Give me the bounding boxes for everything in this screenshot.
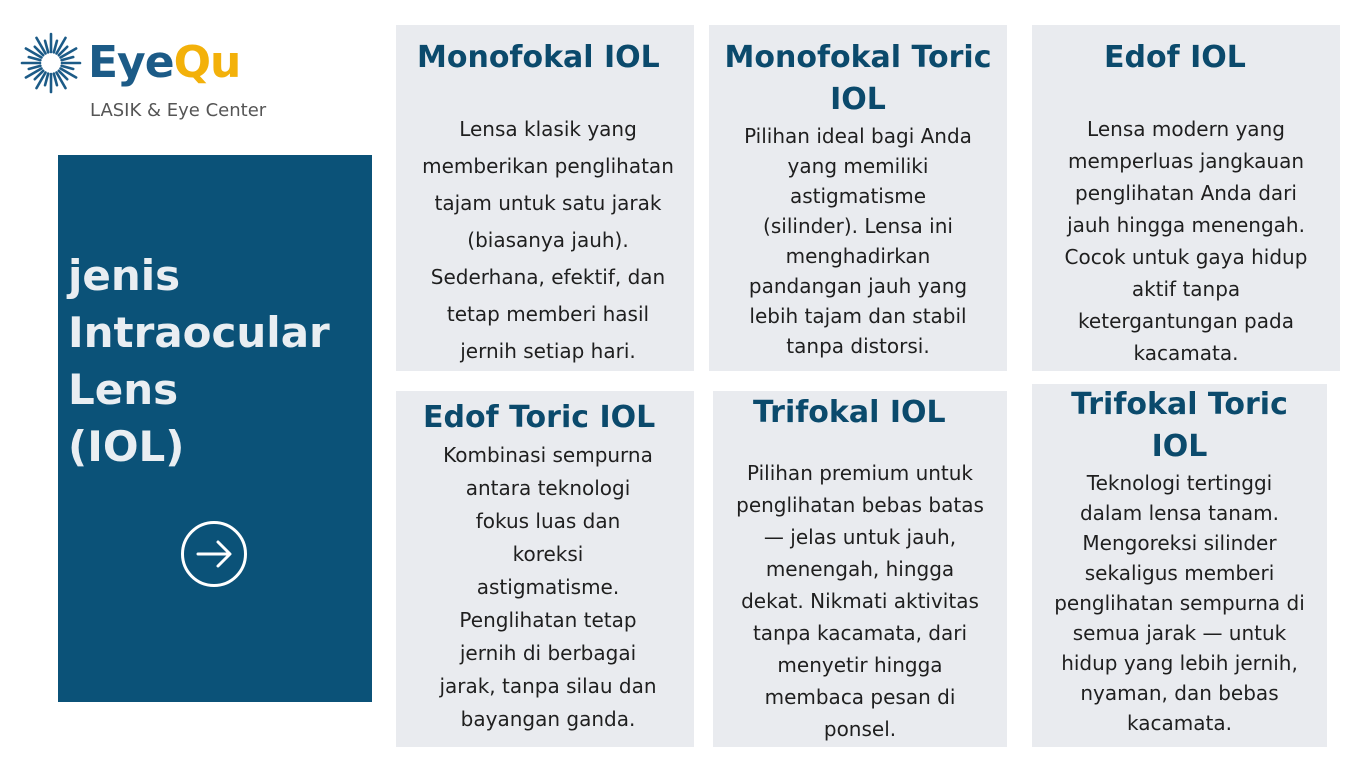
- card-description-line: dalam lensa tanam.: [1079, 501, 1280, 525]
- card-description-line: kacamata.: [1133, 341, 1239, 365]
- card-description-line: ketergantungan pada: [1078, 309, 1294, 333]
- card-description-line: Pilihan ideal bagi Anda: [744, 124, 972, 148]
- card-description-line: aktif tanpa: [1131, 277, 1241, 301]
- card-description-line: Lensa klasik yang: [459, 117, 637, 141]
- card-description-line: kacamata.: [1127, 711, 1232, 735]
- card-title-line: Trifokal Toric: [1071, 387, 1288, 422]
- card-description-line: dekat. Nikmati aktivitas: [741, 589, 979, 613]
- card-description: [396, 439, 694, 736]
- card-description-line: Kombinasi sempurna: [443, 443, 653, 467]
- brand-tagline: LASIK & Eye Center: [90, 100, 267, 121]
- card-title: [396, 391, 694, 439]
- card-description-line: hidup yang lebih jernih,: [1061, 651, 1298, 675]
- card-description-line: (biasanya jauh).: [467, 228, 629, 252]
- card-title-line: Edof IOL: [1104, 40, 1246, 75]
- card-description-line: tajam untuk satu jarak: [434, 191, 662, 215]
- card-description-line: tanpa kacamata, dari: [752, 621, 968, 645]
- card-description-line: koreksi: [512, 542, 584, 566]
- card-description-line: lebih tajam dan stabil: [749, 304, 967, 328]
- card-description-line: jernih di berbagai: [459, 641, 637, 665]
- card-description-line: menyetir hingga: [777, 653, 943, 677]
- card-description-line: bayangan ganda.: [460, 707, 636, 731]
- card-description-line: jarak, tanpa silau dan: [439, 674, 657, 698]
- card-description-line: memperluas jangkauan: [1067, 149, 1305, 173]
- arrow-right-circle-icon[interactable]: [180, 520, 248, 588]
- card-description-line: menghadirkan: [785, 244, 931, 268]
- hero-title: [68, 247, 368, 475]
- brand-name-part1: Eye: [88, 37, 174, 88]
- card-description-line: semua jarak — untuk: [1072, 621, 1287, 645]
- card-edof-iol: [1032, 25, 1340, 371]
- card-description-line: (silinder). Lensa ini: [763, 214, 953, 238]
- card-description-line: menengah, hingga: [765, 557, 955, 581]
- card-title: [713, 391, 1007, 434]
- card-title-line: Monofokal IOL: [417, 40, 660, 75]
- card-description-line: sekaligus memberi: [1084, 561, 1275, 585]
- card-description-line: pandangan jauh yang: [748, 274, 968, 298]
- card-description-line: tetap memberi hasil: [446, 302, 650, 326]
- card-title-line: Trifokal IOL: [753, 395, 946, 430]
- card-description-line: antara teknologi: [465, 476, 631, 500]
- card-description-line: Cocok untuk gaya hidup: [1064, 245, 1308, 269]
- card-title: [396, 25, 694, 79]
- card-description: [713, 434, 1007, 745]
- card-description-line: membaca pesan di: [764, 685, 956, 709]
- hero-title-line: Intraocular: [68, 308, 330, 357]
- card-description: [1032, 468, 1327, 738]
- card-title-line: Edof Toric IOL: [423, 400, 656, 435]
- hero-title-line: Lens: [68, 365, 179, 414]
- card-description-line: Mengoreksi silinder: [1082, 531, 1277, 555]
- card-edof-toric-iol: [396, 391, 694, 747]
- card-trifokal-toric-iol: [1032, 384, 1327, 747]
- card-description-line: tanpa distorsi.: [786, 334, 930, 358]
- card-monofokal-toric-iol: [709, 25, 1007, 371]
- card-monofokal-iol: [396, 25, 694, 371]
- card-description-line: Lensa modern yang: [1087, 117, 1285, 141]
- card-description-line: Teknologi tertinggi: [1086, 471, 1273, 495]
- card-description-line: jauh hingga menengah.: [1067, 213, 1305, 237]
- card-title: [709, 25, 1007, 121]
- card-description-line: penglihatan bebas batas: [736, 493, 984, 517]
- card-title: [1032, 25, 1340, 79]
- hero-title-line: jenis: [68, 251, 181, 300]
- card-description-line: astigmatisme.: [476, 575, 620, 599]
- brand-name-part2: Qu: [173, 37, 241, 88]
- card-description-line: Penglihatan tetap: [459, 608, 637, 632]
- card-title: [1032, 384, 1327, 468]
- card-description-line: Sederhana, efektif, dan: [430, 265, 666, 289]
- card-description-line: penglihatan sempurna di: [1054, 591, 1305, 615]
- card-description: [1032, 79, 1340, 369]
- card-description-line: Pilihan premium untuk: [746, 461, 974, 485]
- card-trifokal-iol: [713, 391, 1007, 747]
- card-title-line: IOL: [1151, 429, 1208, 464]
- card-title-line: Monofokal Toric: [724, 40, 992, 75]
- card-description-line: memberikan penglihatan: [422, 154, 674, 178]
- card-description-line: yang memiliki: [787, 154, 929, 178]
- card-description-line: fokus luas dan: [475, 509, 621, 533]
- hero-panel: [58, 155, 372, 702]
- card-description-line: nyaman, dan bebas: [1080, 681, 1279, 705]
- hero-title-line: (IOL): [68, 422, 185, 471]
- card-title-line: IOL: [830, 82, 886, 117]
- sunburst-eye-logo-icon: [20, 32, 82, 94]
- card-description: [396, 79, 694, 370]
- card-description-line: jernih setiap hari.: [460, 339, 636, 363]
- brand-name: [88, 30, 240, 96]
- card-description-line: — jelas untuk jauh,: [763, 525, 957, 549]
- brand-logo[interactable]: [20, 30, 280, 125]
- card-description-line: ponsel.: [823, 717, 897, 741]
- card-description: [709, 121, 1007, 361]
- card-description-line: astigmatisme: [789, 184, 927, 208]
- card-description-line: penglihatan Anda dari: [1075, 181, 1297, 205]
